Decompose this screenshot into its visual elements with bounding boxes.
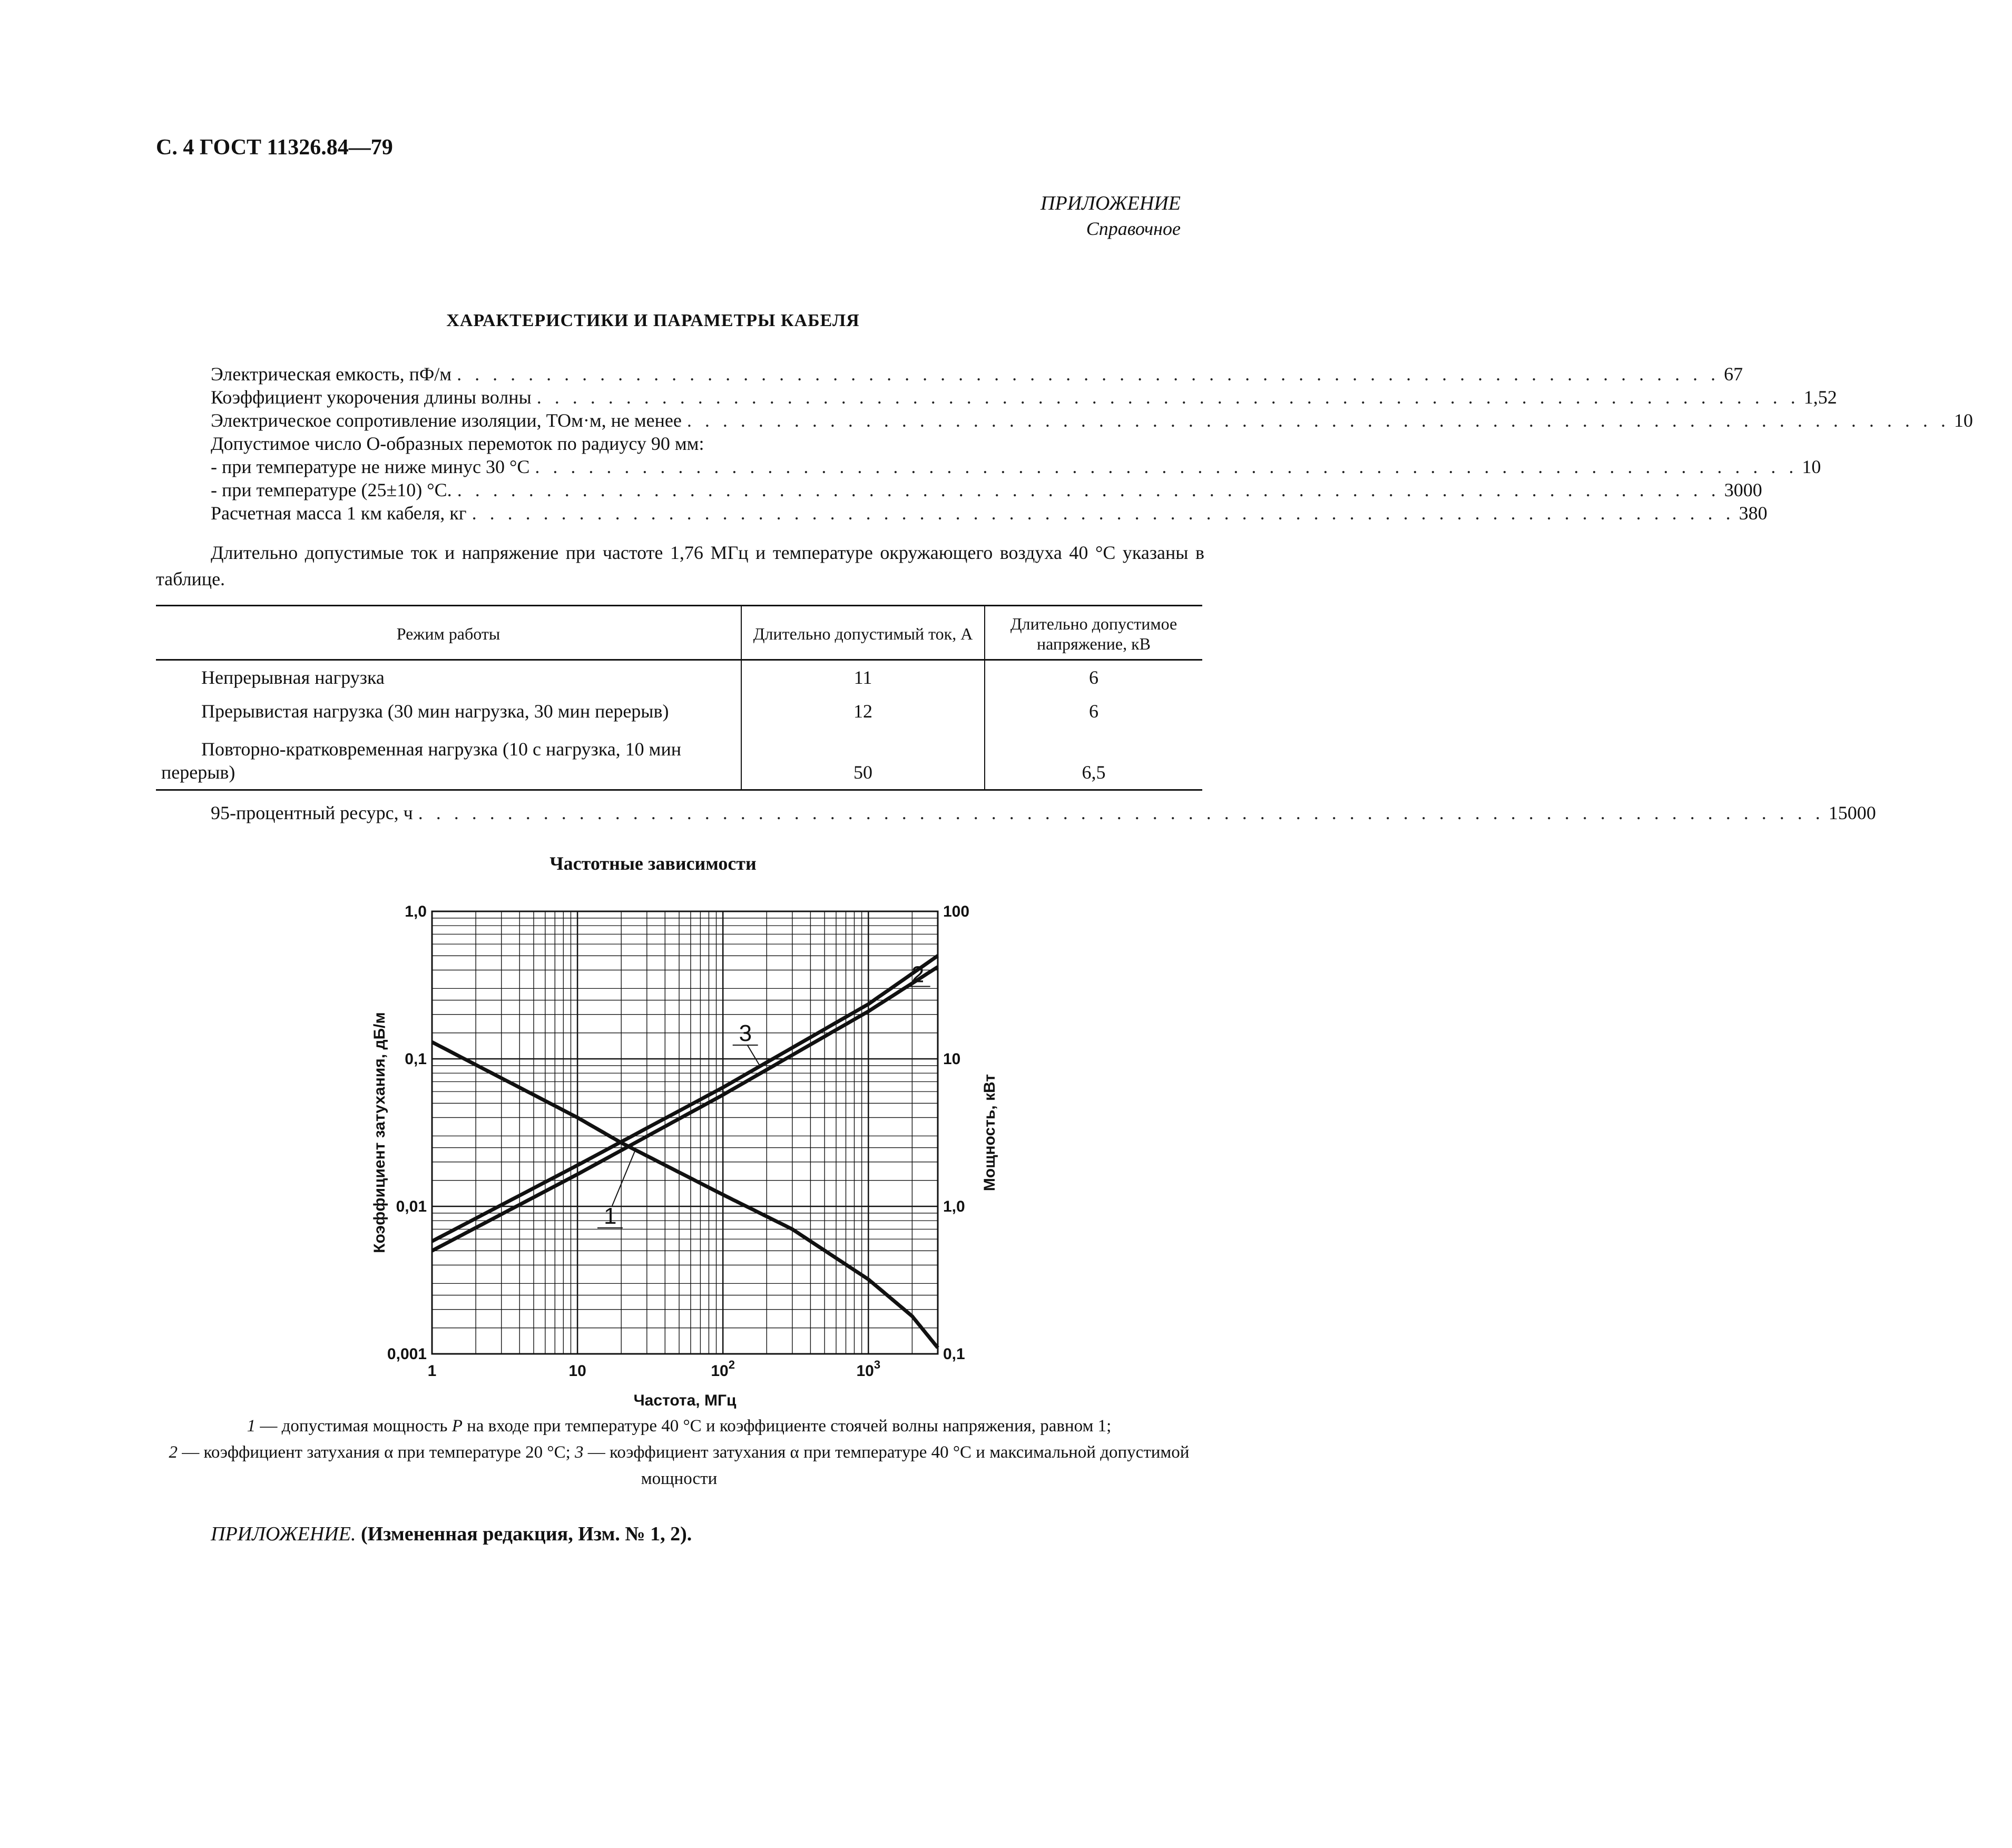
load-table — [156, 605, 1202, 791]
leader-dots: . . . . . . . . . . . . . . . . . . . . . . . . . . . . . . . . . . . . . . . . . . . . . . . . . . . . . . . . . . . . . . . . . . . . . . . — [536, 387, 1800, 408]
caption-text-2: на входе при температуре 40 °С и коэффициенте стоячей волны напряжения, равном 1; — [462, 1417, 1112, 1436]
param-value: 67 — [1724, 363, 1743, 385]
y2-tick-label: 10 — [943, 1050, 961, 1068]
caption-text-1: — допустимая мощность — [256, 1417, 452, 1436]
y-axis-title: Коэффициент затухания, дБ/м — [371, 1012, 388, 1253]
table-row — [156, 694, 1202, 728]
footer-note-italic: ПРИЛОЖЕНИЕ. — [211, 1523, 356, 1545]
caption-text-4: — коэффициент затухания α при температуре 40 °С и максимальной допустимой мощности — [583, 1443, 1190, 1488]
cell-current: 12 — [741, 694, 985, 728]
leader-dots: . . . . . . . . . . . . . . . . . . . . . . . . . . . . . . . . . . . . . . . . . . . . . . . . . . . . . . . . . . . . . . . . . . . . . . . — [686, 410, 1950, 431]
param-label: - при температуре (25±10) °С. — [211, 479, 452, 500]
resource-label: 95-процентный ресурс, ч — [211, 802, 413, 823]
x-axis-ticks — [428, 1358, 880, 1380]
cell-mode: Повторно-кратковременная нагрузка (10 с нагрузка, 10 мин перерыв) — [156, 728, 741, 790]
resource-value: 15000 — [1828, 802, 1876, 823]
param-subheading: Допустимое число О-образных перемоток по радиусу 90 мм: — [211, 433, 704, 454]
caption-num-3: 3 — [575, 1443, 584, 1462]
leader-dots: . . . . . . . . . . . . . . . . . . . . . . . . . . . . . . . . . . . . . . . . . . . . . . . . . . . . . . . . . . . . . . . . . . . . . . . — [535, 456, 1798, 477]
column-header-mode: Режим работы — [156, 606, 741, 660]
x-tick-label: 10 — [568, 1362, 586, 1380]
y-tick-label: 1,0 — [405, 903, 427, 920]
caption-num-2: 2 — [169, 1443, 178, 1462]
param-label: Коэффициент укорочения длины волны — [211, 387, 532, 408]
x-axis-title: Частота, МГц — [633, 1392, 737, 1409]
label-leader-3 — [748, 1045, 760, 1066]
footer-note-bold: (Измененная редакция, Изм. № 1, 2). — [356, 1523, 692, 1545]
appendix-label — [1041, 191, 1181, 241]
curve-label-1: 1 — [603, 1203, 617, 1229]
cell-voltage: 6 — [1089, 701, 1098, 722]
y-tick-label: 0,001 — [387, 1345, 427, 1363]
appendix-subtitle: Справочное — [1086, 218, 1181, 239]
y2-tick-label: 1,0 — [943, 1198, 965, 1215]
y2-tick-label: 100 — [943, 903, 970, 920]
appendix-title: ПРИЛОЖЕНИЕ — [1041, 192, 1181, 214]
leader-dots: . . . . . . . . . . . . . . . . . . . . . . . . . . . . . . . . . . . . . . . . . . . . . . . . . . . . . . . . . . . . . . . . . . . . . . . — [457, 363, 1720, 385]
table-row — [156, 728, 1202, 790]
cell-current: 50 — [741, 728, 985, 790]
param-value: 1,52 — [1803, 387, 1837, 408]
label-leader-1 — [612, 1150, 635, 1206]
y-axis-ticks — [387, 903, 427, 1363]
chart-caption — [156, 1413, 1202, 1492]
cell-mode: Прерывистая нагрузка (30 мин нагрузка, 30 мин перерыв) — [156, 694, 741, 728]
frequency-chart — [327, 890, 1022, 1407]
param-label: - при температуре не ниже минус 30 °С — [211, 456, 530, 477]
param-row — [211, 478, 1762, 502]
leader-dots: . . . . . . . . . . . . . . . . . . . . . . . . . . . . . . . . . . . . . . . . . . . . . . . . . . . . . . . . . . . . . . . . . . . . . . . . . . . . . . . — [418, 802, 1824, 823]
caption-num-1: 1 — [247, 1417, 256, 1436]
x-tick-exponent: 3 — [873, 1358, 881, 1371]
footer-note — [211, 1522, 692, 1546]
cell-voltage: 6,5 — [1082, 762, 1106, 783]
x-tick-exponent: 2 — [728, 1358, 735, 1371]
cell-mode: Непрерывная нагрузка — [156, 660, 741, 695]
x-tick-label: $10^3$ — [856, 1358, 881, 1380]
x-tick-label: $10^2$ — [711, 1358, 735, 1380]
x-tick-label: 1 — [427, 1362, 437, 1380]
param-value: 10 — [1802, 456, 1821, 477]
param-value: 3000 — [1724, 479, 1762, 500]
param-value: 10 — [1954, 410, 1973, 431]
param-row — [211, 409, 1973, 432]
param-value: 380 — [1739, 503, 1768, 524]
page-header: С. 4 ГОСТ 11326.84—79 — [156, 135, 393, 160]
y2-axis-ticks — [943, 903, 969, 1363]
y2-tick-label: 0,1 — [943, 1345, 965, 1363]
param-label: Электрическая емкость, пФ/м — [211, 363, 452, 385]
section-title: ХАРАКТЕРИСТИКИ И ПАРАМЕТРЫ КАБЕЛЯ — [446, 311, 860, 330]
cell-current: 11 — [741, 660, 985, 695]
chart-title: Частотные зависимости — [549, 853, 757, 874]
chart-grid — [432, 911, 938, 1354]
curve-label-2: 2 — [911, 961, 925, 988]
leader-dots: . . . . . . . . . . . . . . . . . . . . . . . . . . . . . . . . . . . . . . . . . . . . . . . . . . . . . . . . . . . . . . . . . . . . . . . — [457, 479, 1720, 500]
column-header-current: Длительно допустимый ток, А — [741, 606, 985, 660]
leader-dots: . . . . . . . . . . . . . . . . . . . . . . . . . . . . . . . . . . . . . . . . . . . . . . . . . . . . . . . . . . . . . . . . . . . . . . . — [472, 503, 1735, 524]
param-label: Электрическое сопротивление изоляции, ТОм·м, не менее — [211, 410, 682, 431]
caption-symbol-p: P — [452, 1417, 463, 1436]
y-tick-label: 0,01 — [396, 1198, 427, 1215]
table-header-row — [156, 606, 1202, 660]
resource-row — [211, 802, 1876, 824]
table-row — [156, 660, 1202, 695]
parameters-list — [211, 362, 1973, 525]
cell-voltage: 6 — [1089, 667, 1098, 688]
param-row — [211, 362, 1743, 386]
curve-label-3: 3 — [739, 1020, 752, 1046]
caption-text-3: — коэффициент затухания α при температуре 20 °С; — [178, 1443, 575, 1462]
column-header-voltage: Длительно допустимое напряжение, кВ — [985, 606, 1202, 660]
y-tick-label: 0,1 — [405, 1050, 427, 1068]
y2-axis-title: Мощность, кВт — [981, 1074, 998, 1192]
param-row — [211, 502, 1768, 525]
intro-paragraph: Длительно допустимые ток и напряжение при частоте 1,76 МГц и температуре окружающего воздуха 40 °С указаны в таблице. — [156, 542, 1204, 589]
param-row — [211, 386, 1837, 409]
param-label: Расчетная масса 1 км кабеля, кг — [211, 503, 467, 524]
param-row — [211, 455, 1821, 478]
